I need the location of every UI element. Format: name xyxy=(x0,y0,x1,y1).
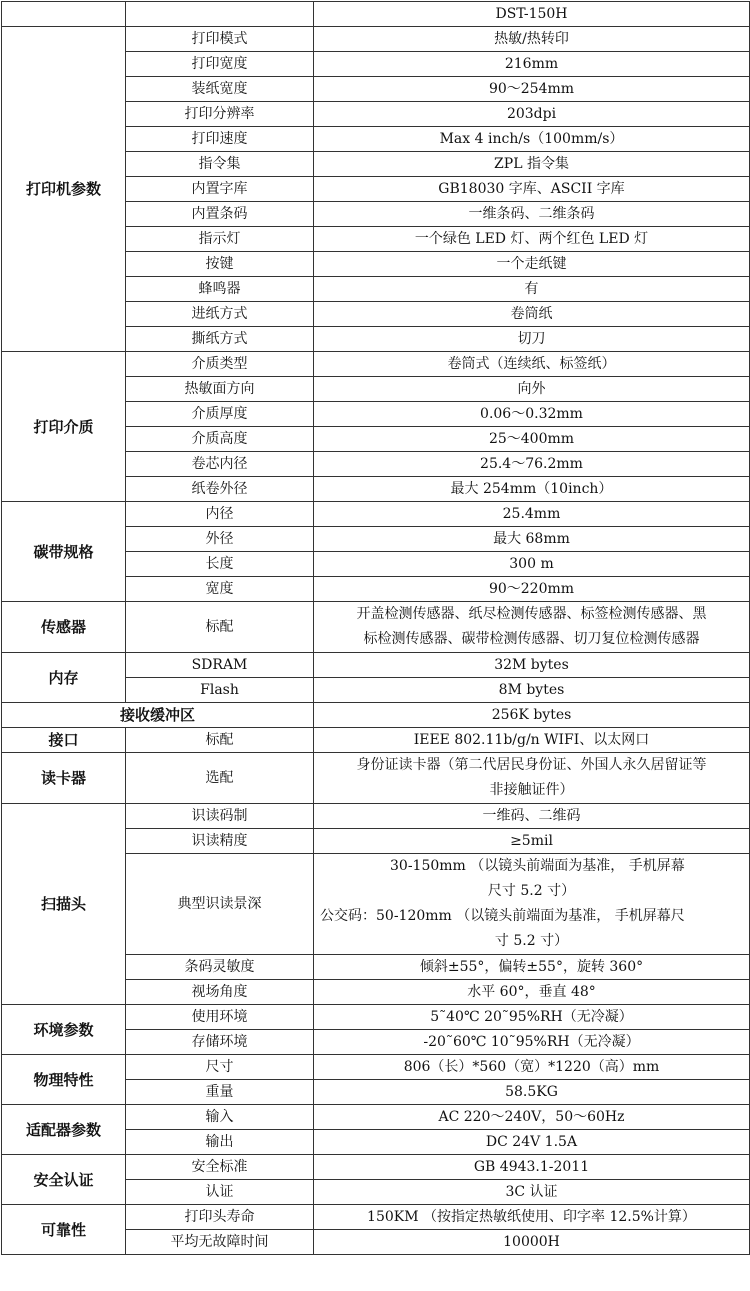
model-name: DST-150H xyxy=(314,2,750,27)
category-card-reader: 读卡器 xyxy=(2,753,126,804)
row-value: ≥5mil xyxy=(314,829,750,854)
row-value: 5˜40℃ 20˜95%RH（无冷凝） xyxy=(314,1005,750,1030)
row-label: 打印速度 xyxy=(126,127,314,152)
blank-header-cell xyxy=(2,2,126,27)
row-value: 最大 68mm xyxy=(314,527,750,552)
category-safety: 安全认证 xyxy=(2,1155,126,1205)
row-value: 水平 60°，垂直 48° xyxy=(314,980,750,1005)
row-label: 外径 xyxy=(126,527,314,552)
depth-line: 30-150mm （以镜头前端面为基准， 手机屏幕 xyxy=(390,858,685,874)
row-label: SDRAM xyxy=(126,653,314,678)
row-label: 平均无故障时间 xyxy=(126,1230,314,1255)
card-reader-line: 非接触证件） xyxy=(489,782,574,798)
row-label: 长度 xyxy=(126,552,314,577)
table-row xyxy=(2,1205,750,1230)
table-row xyxy=(2,1155,750,1180)
row-label: 打印宽度 xyxy=(126,52,314,77)
row-label: 尺寸 xyxy=(126,1055,314,1080)
row-value: 3C 认证 xyxy=(314,1180,750,1205)
row-value: 卷筒式（连续纸、标签纸） xyxy=(314,352,750,377)
row-value: 25～400mm xyxy=(314,427,750,452)
category-memory: 内存 xyxy=(2,653,126,703)
row-label: 打印模式 xyxy=(126,27,314,52)
row-label: 热敏面方向 xyxy=(126,377,314,402)
row-label: 装纸宽度 xyxy=(126,77,314,102)
row-label: 内置字库 xyxy=(126,177,314,202)
row-label: 撕纸方式 xyxy=(126,327,314,352)
table-row xyxy=(2,1055,750,1080)
row-value: 一维码、二维码 xyxy=(314,804,750,829)
row-label: 输入 xyxy=(126,1105,314,1130)
row-label: 输出 xyxy=(126,1130,314,1155)
row-value: AC 220～240V，50～60Hz xyxy=(314,1105,750,1130)
row-label: 蜂鸣器 xyxy=(126,277,314,302)
row-value: GB 4943.1-2011 xyxy=(314,1155,750,1180)
depth-line: 公交码：50-120mm （以镜头前端面为基准， 手机屏幕尺 xyxy=(320,908,685,924)
row-label: 进纸方式 xyxy=(126,302,314,327)
row-label: 打印头寿命 xyxy=(126,1205,314,1230)
table-row xyxy=(2,1105,750,1130)
sensor-line: 开盖检测传感器、纸尽检测传感器、标签检测传感器、黑 xyxy=(356,606,707,622)
row-label: 宽度 xyxy=(126,577,314,602)
row-value: 一维条码、二维条码 xyxy=(314,202,750,227)
row-label: 卷芯内径 xyxy=(126,452,314,477)
row-value: -20˜60℃ 10˜95%RH（无冷凝） xyxy=(314,1030,750,1055)
category-reliability: 可靠性 xyxy=(2,1205,126,1255)
row-value: 最大 254mm（10inch） xyxy=(314,477,750,502)
category-media: 打印介质 xyxy=(2,352,126,502)
row-label: 标配 xyxy=(126,602,314,653)
row-label: 条码灵敏度 xyxy=(126,955,314,980)
category-adapter: 适配器参数 xyxy=(2,1105,126,1155)
table-row xyxy=(2,753,750,804)
spec-table xyxy=(1,1,750,1255)
row-label: 指令集 xyxy=(126,152,314,177)
row-value: 10000H xyxy=(314,1230,750,1255)
row-label: 使用环境 xyxy=(126,1005,314,1030)
row-value: 有 xyxy=(314,277,750,302)
category-sensor: 传感器 xyxy=(2,602,126,653)
row-value: 806（长）*560（宽）*1220（高）mm xyxy=(314,1055,750,1080)
table-row xyxy=(2,728,750,753)
row-value: 203dpi xyxy=(314,102,750,127)
row-value: 300 m xyxy=(314,552,750,577)
row-value: IEEE 802.11b/g/n WIFI、以太网口 xyxy=(314,728,750,753)
row-value: 32M bytes xyxy=(314,653,750,678)
category-environment: 环境参数 xyxy=(2,1005,126,1055)
row-value: 一个绿色 LED 灯、两个红色 LED 灯 xyxy=(314,227,750,252)
row-value: ZPL 指令集 xyxy=(314,152,750,177)
row-label: 认证 xyxy=(126,1180,314,1205)
table-row xyxy=(2,27,750,52)
row-label: 识读码制 xyxy=(126,804,314,829)
row-value: GB18030 字库、ASCII 字库 xyxy=(314,177,750,202)
row-label: 打印分辨率 xyxy=(126,102,314,127)
row-value: 150KM （按指定热敏纸使用、印字率 12.5%计算） xyxy=(314,1205,750,1230)
row-label: 安全标准 xyxy=(126,1155,314,1180)
row-label: 内径 xyxy=(126,502,314,527)
row-label: 介质厚度 xyxy=(126,402,314,427)
row-value: 8M bytes xyxy=(314,678,750,703)
table-row xyxy=(2,602,750,653)
card-reader-line: 身份证读卡器（第二代居民身份证、外国人永久居留证等 xyxy=(356,757,707,773)
category-interface: 接口 xyxy=(2,728,126,753)
row-value xyxy=(314,753,750,804)
row-value: 58.5KG xyxy=(314,1080,750,1105)
category-scanner: 扫描头 xyxy=(2,804,126,1005)
row-label: 典型识读景深 xyxy=(126,854,314,955)
blank-header-cell xyxy=(126,2,314,27)
row-value: Max 4 inch/s（100mm/s） xyxy=(314,127,750,152)
category-printer-params: 打印机参数 xyxy=(2,27,126,352)
row-label: 介质类型 xyxy=(126,352,314,377)
row-value: 0.06～0.32mm xyxy=(314,402,750,427)
row-label: 识读精度 xyxy=(126,829,314,854)
row-value: 热敏/热转印 xyxy=(314,27,750,52)
row-value: DC 24V 1.5A xyxy=(314,1130,750,1155)
row-label: 视场角度 xyxy=(126,980,314,1005)
sensor-line: 标检测传感器、碳带检测传感器、切刀复位检测传感器 xyxy=(363,631,700,647)
depth-line: 尺寸 5.2 寸） xyxy=(487,883,576,899)
row-label: 内置条码 xyxy=(126,202,314,227)
row-value: 倾斜±55°，偏转±55°，旋转 360° xyxy=(314,955,750,980)
row-label: 标配 xyxy=(126,728,314,753)
table-row xyxy=(2,502,750,527)
row-value: 卷筒纸 xyxy=(314,302,750,327)
row-value: 25.4～76.2mm xyxy=(314,452,750,477)
row-value: 25.4mm xyxy=(314,502,750,527)
table-row xyxy=(2,703,750,728)
row-label: 指示灯 xyxy=(126,227,314,252)
row-label: Flash xyxy=(126,678,314,703)
row-label: 选配 xyxy=(126,753,314,804)
row-value: 向外 xyxy=(314,377,750,402)
table-row xyxy=(2,352,750,377)
category-physical: 物理特性 xyxy=(2,1055,126,1105)
row-label: 按键 xyxy=(126,252,314,277)
row-label: 纸卷外径 xyxy=(126,477,314,502)
table-row xyxy=(2,653,750,678)
row-value: 一个走纸键 xyxy=(314,252,750,277)
table-row xyxy=(2,804,750,829)
depth-line: 寸 5.2 寸） xyxy=(494,933,569,949)
category-buffer: 接收缓冲区 xyxy=(2,703,314,728)
row-value xyxy=(314,602,750,653)
table-row xyxy=(2,1005,750,1030)
row-label: 重量 xyxy=(126,1080,314,1105)
row-label: 存储环境 xyxy=(126,1030,314,1055)
category-ribbon: 碳带规格 xyxy=(2,502,126,602)
row-label: 介质高度 xyxy=(126,427,314,452)
table-row xyxy=(2,2,750,27)
row-value: 256K bytes xyxy=(314,703,750,728)
row-value: 216mm xyxy=(314,52,750,77)
row-value: 切刀 xyxy=(314,327,750,352)
row-value xyxy=(314,854,750,955)
row-value: 90～254mm xyxy=(314,77,750,102)
row-value: 90～220mm xyxy=(314,577,750,602)
